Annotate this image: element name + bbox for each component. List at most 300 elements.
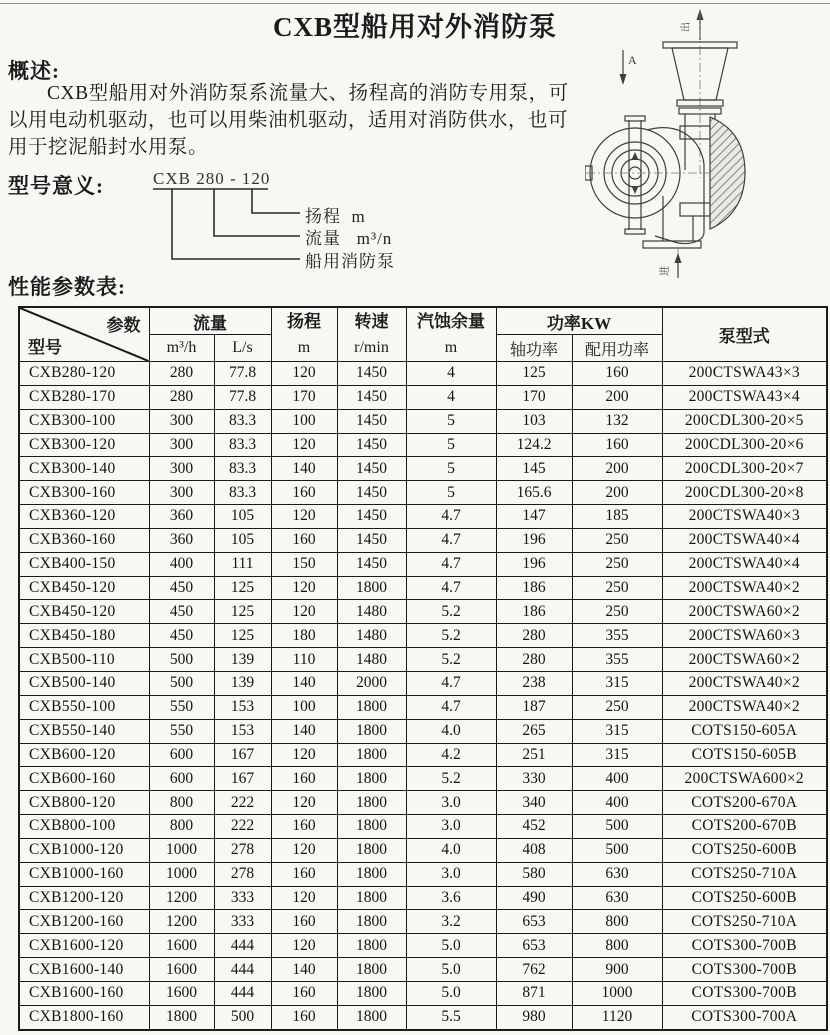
cell-pump-type: 200CTSWA60×3 [662,624,827,648]
cell-speed: 1800 [337,719,406,743]
cell-pump-type: COTS150-605B [662,743,827,767]
cell-shaft-power: 490 [496,886,572,910]
cell-model: CXB450-120 [19,576,149,600]
cell-npsh: 4 [406,362,496,386]
table-row [19,528,827,552]
cell-rated-power: 1120 [572,1005,662,1029]
cell-head: 120 [271,505,337,529]
table-row [19,505,827,529]
cell-shaft-power: 762 [496,958,572,982]
cell-rated-power: 400 [572,791,662,815]
cell-flow-m3h: 400 [149,552,214,576]
cell-shaft-power: 170 [496,385,572,409]
cell-speed: 1800 [337,886,406,910]
cell-npsh: 4.7 [406,576,496,600]
table-row [19,624,827,648]
cell-speed: 1800 [337,791,406,815]
cell-head: 160 [271,815,337,839]
cell-speed: 1480 [337,624,406,648]
table-row [19,981,827,1005]
table-row [19,958,827,982]
cell-model: CXB1800-160 [19,1005,149,1029]
cell-flow-m3h: 1600 [149,981,214,1005]
cell-shaft-power: 653 [496,910,572,934]
cell-npsh: 3.0 [406,815,496,839]
cell-shaft-power: 196 [496,528,572,552]
cell-pump-type: 200CTSWA60×2 [662,648,827,672]
cell-pump-type: COTS200-670B [662,815,827,839]
cell-rated-power: 315 [572,671,662,695]
cell-npsh: 5.2 [406,600,496,624]
cell-shaft-power: 165.6 [496,481,572,505]
cell-head: 180 [271,624,337,648]
cell-speed: 1800 [337,910,406,934]
performance-table-heading: 性能参数表: [8,275,126,299]
cell-head: 110 [271,648,337,672]
cell-rated-power: 355 [572,624,662,648]
cell-model: CXB280-170 [19,385,149,409]
model-callout-lines [0,168,580,276]
cell-flow-ls: 83.3 [214,457,271,481]
table-row [19,671,827,695]
cell-pump-type: 200CTSWA40×3 [662,505,827,529]
cell-head: 160 [271,767,337,791]
cell-npsh: 5 [406,481,496,505]
params-table-body [19,362,827,1030]
cell-rated-power: 500 [572,815,662,839]
cell-npsh: 4.7 [406,552,496,576]
cell-flow-m3h: 1200 [149,910,214,934]
cell-speed: 1800 [337,815,406,839]
cell-speed: 1800 [337,767,406,791]
cell-model: CXB1600-160 [19,981,149,1005]
pump-technical-drawing [585,0,830,292]
cell-model: CXB300-160 [19,481,149,505]
cell-pump-type: 200CTSWA40×2 [662,695,827,719]
cell-pump-type: 200CTSWA40×2 [662,671,827,695]
cell-shaft-power: 653 [496,934,572,958]
model-label-flow: 流量 m³/n [305,229,393,248]
cell-model: CXB300-140 [19,457,149,481]
cell-flow-m3h: 280 [149,362,214,386]
cell-model: CXB1000-120 [19,838,149,862]
cell-flow-m3h: 800 [149,815,214,839]
cell-pump-type: COTS250-710A [662,910,827,934]
cell-head: 160 [271,481,337,505]
cell-flow-m3h: 300 [149,409,214,433]
cell-npsh: 4.7 [406,505,496,529]
cell-flow-m3h: 550 [149,719,214,743]
header-head: 扬程 m [271,307,337,362]
cell-flow-ls: 444 [214,934,271,958]
cell-speed: 1450 [337,385,406,409]
model-label-head: 扬程 m [305,207,366,226]
cell-shaft-power: 408 [496,838,572,862]
cell-speed: 1450 [337,433,406,457]
cell-shaft-power: 871 [496,981,572,1005]
cell-npsh: 4.7 [406,671,496,695]
cell-pump-type: COTS250-600B [662,886,827,910]
cell-npsh: 3.0 [406,791,496,815]
cell-pump-type: 200CDL300-20×7 [662,457,827,481]
cell-npsh: 3.0 [406,862,496,886]
cell-flow-ls: 153 [214,719,271,743]
cell-flow-ls: 105 [214,528,271,552]
cell-shaft-power: 452 [496,815,572,839]
table-row [19,1005,827,1029]
cell-head: 140 [271,671,337,695]
cell-head: 170 [271,385,337,409]
cell-rated-power: 500 [572,838,662,862]
cell-flow-m3h: 300 [149,457,214,481]
cell-npsh: 4.0 [406,838,496,862]
cell-rated-power: 250 [572,576,662,600]
cell-speed: 1800 [337,695,406,719]
cell-rated-power: 315 [572,719,662,743]
cell-shaft-power: 186 [496,576,572,600]
cell-flow-ls: 83.3 [214,481,271,505]
cell-head: 160 [271,528,337,552]
cell-shaft-power: 580 [496,862,572,886]
table-row [19,648,827,672]
cell-flow-ls: 222 [214,815,271,839]
cell-npsh: 5.2 [406,767,496,791]
cell-shaft-power: 238 [496,671,572,695]
cell-speed: 1450 [337,552,406,576]
cell-shaft-power: 145 [496,457,572,481]
cell-speed: 1800 [337,862,406,886]
table-row [19,886,827,910]
cell-speed: 2000 [337,671,406,695]
header-flow-ls: L/s [214,335,271,362]
cell-npsh: 3.2 [406,910,496,934]
cell-flow-ls: 105 [214,505,271,529]
table-row [19,743,827,767]
header-power: 功率KW [496,307,662,335]
cell-npsh: 5 [406,433,496,457]
cell-flow-ls: 77.8 [214,385,271,409]
cell-speed: 1800 [337,981,406,1005]
cell-npsh: 5.0 [406,934,496,958]
table-row [19,815,827,839]
cell-flow-m3h: 1000 [149,862,214,886]
table-row [19,433,827,457]
cell-npsh: 5.2 [406,624,496,648]
cell-rated-power: 200 [572,481,662,505]
cell-flow-ls: 83.3 [214,433,271,457]
header-flow: 流量 [149,307,271,335]
cell-speed: 1800 [337,958,406,982]
cell-pump-type: 200CTSWA40×2 [662,576,827,600]
cell-flow-m3h: 1200 [149,886,214,910]
cell-model: CXB300-100 [19,409,149,433]
cell-pump-type: 200CTSWA40×4 [662,528,827,552]
table-row [19,862,827,886]
cell-head: 140 [271,457,337,481]
cell-flow-m3h: 360 [149,528,214,552]
cell-model: CXB450-180 [19,624,149,648]
cell-model: CXB800-120 [19,791,149,815]
cell-head: 120 [271,600,337,624]
header-model: 型号 [28,338,62,357]
cell-model: CXB600-120 [19,743,149,767]
cell-flow-m3h: 300 [149,433,214,457]
cell-flow-m3h: 450 [149,576,214,600]
cell-flow-ls: 125 [214,600,271,624]
cell-model: CXB500-110 [19,648,149,672]
model-code: CXB 280 - 120 [153,169,271,188]
table-row [19,695,827,719]
cell-flow-ls: 333 [214,910,271,934]
table-row [19,362,827,386]
cell-speed: 1450 [337,481,406,505]
cell-rated-power: 132 [572,409,662,433]
header-pump-type: 泵型式 [662,307,827,362]
cell-flow-m3h: 600 [149,743,214,767]
cell-rated-power: 200 [572,385,662,409]
table-row [19,457,827,481]
cell-rated-power: 800 [572,934,662,958]
cell-model: CXB550-100 [19,695,149,719]
cell-head: 140 [271,719,337,743]
cell-flow-m3h: 300 [149,481,214,505]
model-meaning-section [0,168,580,276]
model-label-pump: 船用消防泵 [305,252,395,271]
cell-head: 120 [271,433,337,457]
performance-table [18,306,828,1031]
cell-speed: 1800 [337,934,406,958]
table-row [19,767,827,791]
cell-pump-type: COTS250-710A [662,862,827,886]
cell-npsh: 5.0 [406,958,496,982]
cell-pump-type: 200CTSWA40×4 [662,552,827,576]
cell-npsh: 3.6 [406,886,496,910]
cell-model: CXB400-150 [19,552,149,576]
cell-rated-power: 355 [572,648,662,672]
header-param-model [19,307,149,362]
cell-flow-ls: 444 [214,958,271,982]
cell-rated-power: 250 [572,695,662,719]
cell-flow-m3h: 450 [149,624,214,648]
cell-shaft-power: 186 [496,600,572,624]
cell-flow-ls: 500 [214,1005,271,1029]
cell-flow-ls: 278 [214,862,271,886]
cell-speed: 1450 [337,457,406,481]
cell-shaft-power: 147 [496,505,572,529]
cell-head: 120 [271,838,337,862]
cell-head: 140 [271,958,337,982]
cell-shaft-power: 280 [496,624,572,648]
cell-rated-power: 185 [572,505,662,529]
cell-shaft-power: 980 [496,1005,572,1029]
cell-model: CXB1200-160 [19,910,149,934]
cell-flow-m3h: 1600 [149,958,214,982]
table-row [19,481,827,505]
cell-npsh: 4 [406,385,496,409]
cell-flow-m3h: 500 [149,671,214,695]
table-row [19,409,827,433]
cell-rated-power: 630 [572,862,662,886]
overview-paragraph: CXB型船用对外消防泵系流量大、扬程高的消防专用泵，可以用电动机驱动，也可以用柴油机驱动，适用对消防供水，也可用于挖泥船封水用泵。 [8,83,569,158]
cell-npsh: 4.0 [406,719,496,743]
header-npsh: 汽蚀余量 m [406,307,496,362]
table-row [19,791,827,815]
cell-shaft-power: 251 [496,743,572,767]
cell-flow-ls: 77.8 [214,362,271,386]
cell-rated-power: 200 [572,457,662,481]
cell-head: 120 [271,576,337,600]
cell-model: CXB1000-160 [19,862,149,886]
cell-head: 160 [271,862,337,886]
cell-head: 120 [271,886,337,910]
cell-flow-m3h: 500 [149,648,214,672]
cell-pump-type: 200CTSWA43×4 [662,385,827,409]
cell-head: 120 [271,934,337,958]
cell-speed: 1450 [337,409,406,433]
cell-model: CXB360-160 [19,528,149,552]
cell-pump-type: COTS250-600B [662,838,827,862]
cell-npsh: 5 [406,457,496,481]
cell-model: CXB800-100 [19,815,149,839]
cell-rated-power: 160 [572,433,662,457]
cell-shaft-power: 340 [496,791,572,815]
cell-flow-m3h: 600 [149,767,214,791]
cell-shaft-power: 330 [496,767,572,791]
table-row [19,838,827,862]
cell-flow-m3h: 1000 [149,838,214,862]
cell-speed: 1450 [337,528,406,552]
cell-flow-m3h: 1800 [149,1005,214,1029]
figure-outlet-label: 出 [681,22,692,32]
cell-flow-m3h: 280 [149,385,214,409]
table-row [19,552,827,576]
cell-model: CXB280-120 [19,362,149,386]
table-row [19,385,827,409]
table-row [19,576,827,600]
cell-npsh: 5 [406,409,496,433]
cell-model: CXB360-120 [19,505,149,529]
cell-pump-type: 200CTSWA43×3 [662,362,827,386]
cell-shaft-power: 187 [496,695,572,719]
cell-pump-type: COTS300-700B [662,981,827,1005]
cell-model: CXB300-120 [19,433,149,457]
cell-speed: 1450 [337,505,406,529]
cell-model: CXB1600-120 [19,934,149,958]
cell-rated-power: 800 [572,910,662,934]
cell-speed: 1480 [337,600,406,624]
cell-npsh: 5.5 [406,1005,496,1029]
cell-flow-ls: 333 [214,886,271,910]
cell-speed: 1480 [337,648,406,672]
cell-pump-type: 200CTSWA60×2 [662,600,827,624]
cell-head: 120 [271,791,337,815]
cell-head: 160 [271,910,337,934]
cell-flow-ls: 125 [214,576,271,600]
cell-shaft-power: 196 [496,552,572,576]
cell-shaft-power: 265 [496,719,572,743]
cell-shaft-power: 125 [496,362,572,386]
cell-pump-type: 200CDL300-20×5 [662,409,827,433]
cell-model: CXB600-160 [19,767,149,791]
cell-head: 120 [271,362,337,386]
table-row [19,910,827,934]
cell-flow-m3h: 800 [149,791,214,815]
table-row [19,600,827,624]
cell-npsh: 4.2 [406,743,496,767]
cell-flow-m3h: 1600 [149,934,214,958]
cell-head: 100 [271,409,337,433]
cell-head: 120 [271,743,337,767]
cell-flow-ls: 139 [214,648,271,672]
cell-pump-type: 200CDL300-20×8 [662,481,827,505]
page-title: CXB型船用对外消防泵 [272,12,557,42]
cell-flow-m3h: 550 [149,695,214,719]
figure-view-label: A [628,53,637,67]
cell-head: 160 [271,1005,337,1029]
cell-model: CXB500-140 [19,671,149,695]
header-param: 参数 [106,316,141,335]
header-rated-power: 配用功率 [572,335,662,362]
cell-pump-type: COTS200-670A [662,791,827,815]
cell-rated-power: 160 [572,362,662,386]
cell-head: 160 [271,981,337,1005]
cell-flow-ls: 83.3 [214,409,271,433]
cell-pump-type: COTS300-700B [662,934,827,958]
cell-flow-ls: 278 [214,838,271,862]
cell-npsh: 5.0 [406,981,496,1005]
cell-model: CXB1600-140 [19,958,149,982]
table-row [19,719,827,743]
cell-shaft-power: 124.2 [496,433,572,457]
cell-rated-power: 250 [572,552,662,576]
cell-model: CXB550-140 [19,719,149,743]
cell-rated-power: 400 [572,767,662,791]
cell-rated-power: 315 [572,743,662,767]
cell-rated-power: 630 [572,886,662,910]
cell-pump-type: COTS300-700A [662,1005,827,1029]
cell-shaft-power: 103 [496,409,572,433]
cell-rated-power: 250 [572,600,662,624]
cell-head: 100 [271,695,337,719]
model-meaning-heading: 型号意义: [8,174,104,198]
cell-flow-ls: 222 [214,791,271,815]
cell-pump-type: COTS300-700B [662,958,827,982]
header-shaft-power: 轴功率 [496,335,572,362]
cell-flow-ls: 167 [214,743,271,767]
cell-speed: 1800 [337,743,406,767]
cell-rated-power: 1000 [572,981,662,1005]
cell-npsh: 4.7 [406,528,496,552]
table-row [19,934,827,958]
header-speed: 转速 r/min [337,307,406,362]
figure-inlet-label: 进 [660,266,671,276]
header-flow-m3h: m³/h [149,335,214,362]
cell-npsh: 5.2 [406,648,496,672]
cell-model: CXB450-120 [19,600,149,624]
overview-heading: 概述: [8,59,60,83]
cell-shaft-power: 280 [496,648,572,672]
cell-speed: 1800 [337,1005,406,1029]
cell-npsh: 4.7 [406,695,496,719]
cell-flow-m3h: 360 [149,505,214,529]
cell-speed: 1450 [337,362,406,386]
cell-rated-power: 900 [572,958,662,982]
cell-flow-ls: 153 [214,695,271,719]
cell-flow-ls: 444 [214,981,271,1005]
cell-pump-type: 200CTSWA600×2 [662,767,827,791]
cell-flow-ls: 167 [214,767,271,791]
cell-head: 150 [271,552,337,576]
